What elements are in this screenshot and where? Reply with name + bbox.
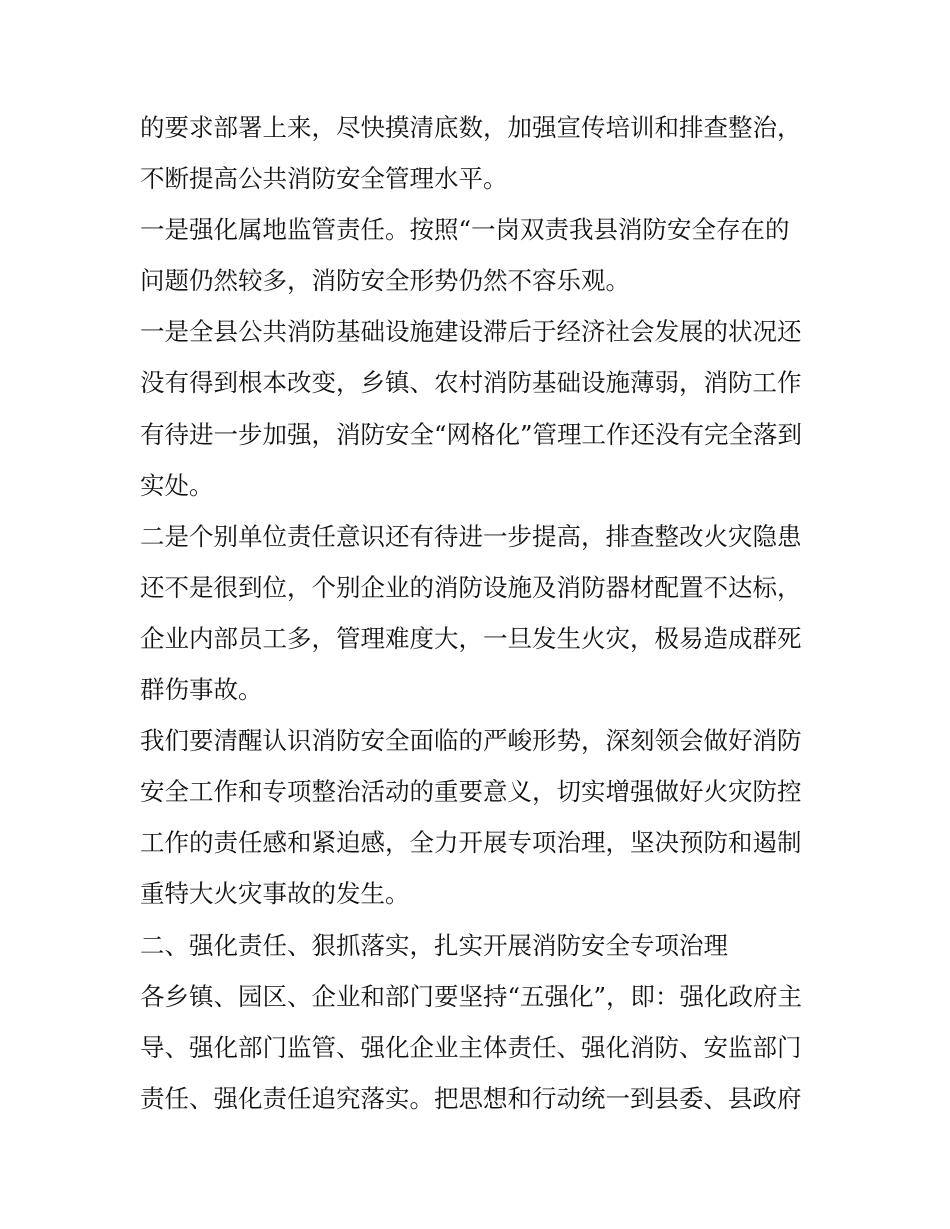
text-line: 责任、强化责任追究落实。把思想和行动统一到县委、县政府 (140, 1083, 802, 1113)
text-line: 没有得到根本改变，乡镇、农村消防基础设施薄弱，消防工作 (140, 368, 802, 398)
text-line: 群伤事故。 (140, 675, 263, 705)
text-line: 一是全县公共消防基础设施建设滞后于经济社会发展的状况还 (140, 317, 802, 347)
section-heading: 二、强化责任、狠抓落实，扎实开展消防安全专项治理 (140, 930, 728, 960)
text-line: 有待进一步加强，消防安全“网格化”管理工作还没有完全落到 (140, 419, 803, 449)
text-line: 不断提高公共消防安全管理水平。 (140, 164, 508, 194)
text-line: 工作的责任感和紧迫感，全力开展专项治理，坚决预防和遏制 (140, 828, 802, 858)
text-line: 实处。 (140, 470, 214, 500)
text-line: 的要求部署上来，尽快摸清底数，加强宣传培训和排查整治， (140, 113, 802, 142)
text-line: 我们要清醒认识消防安全面临的严峻形势，深刻领会做好消防 (140, 726, 802, 756)
text-line: 重特大火灾事故的发生。 (140, 879, 410, 909)
text-line: 问题仍然较多，消防安全形势仍然不容乐观。 (140, 266, 630, 296)
text-line: 企业内部员工多，管理难度大，一旦发生火灾，极易造成群死 (140, 623, 802, 653)
text-line: 二是个别单位责任意识还有待进一步提高，排查整改火灾隐患 (140, 521, 802, 551)
text-line: 还不是很到位，个别企业的消防设施及消防器材配置不达标， (140, 572, 802, 602)
text-line: 各乡镇、园区、企业和部门要坚持“五强化”，即：强化政府主 (140, 981, 803, 1011)
text-line: 安全工作和专项整治活动的重要意义，切实增强做好火灾防控 (140, 777, 802, 807)
text-line: 一是强化属地监管责任。按照“一岗双责我县消防安全存在的 (140, 215, 790, 245)
text-line: 导、强化部门监管、强化企业主体责任、强化消防、安监部门 (140, 1032, 802, 1062)
body-text (140, 102, 830, 1124)
